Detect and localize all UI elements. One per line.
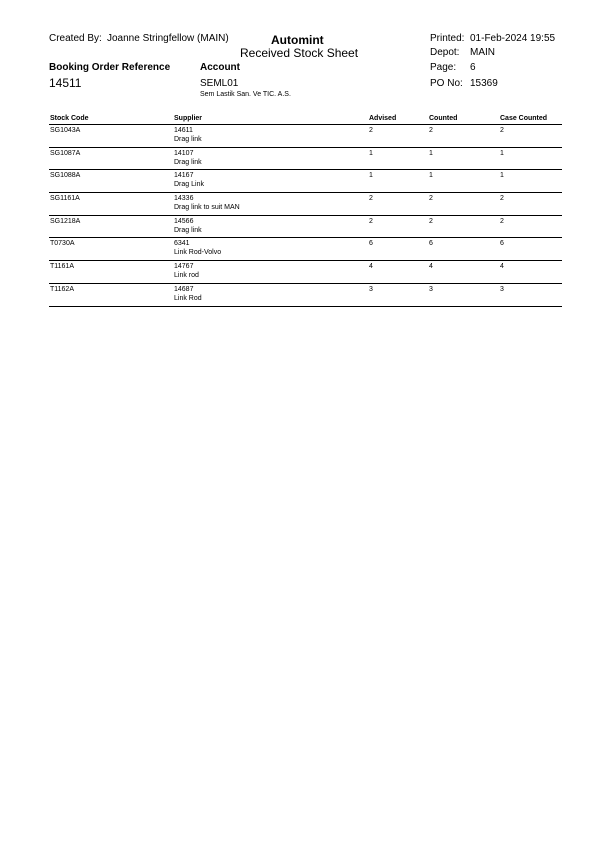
advised: 2 <box>369 127 373 134</box>
stock-code: SG1043A <box>50 127 81 134</box>
table-row <box>49 261 562 284</box>
case-counted: 3 <box>500 285 504 293</box>
description: Drag link <box>174 226 202 234</box>
advised: 2 <box>369 195 373 203</box>
printed-value: 01-Feb-2024 19:55 <box>470 33 556 44</box>
supplier: 6341 <box>174 240 190 248</box>
description: Link Rod <box>174 294 202 302</box>
supplier: 14687 <box>174 285 194 293</box>
booking-ref-value: 14511 <box>49 76 82 90</box>
case-counted: 6 <box>500 240 504 248</box>
supplier: 14767 <box>174 263 194 271</box>
advised: 1 <box>369 172 373 180</box>
advised: 3 <box>369 285 373 293</box>
table-row <box>49 148 562 171</box>
depot-label: Depot: <box>430 47 460 58</box>
po-label: PO No: <box>430 78 463 89</box>
depot-value: MAIN <box>470 47 495 58</box>
booking-ref-label: Booking Order Reference <box>49 62 171 73</box>
account-code: SEML01 <box>200 78 239 89</box>
counted: 1 <box>429 149 433 157</box>
case-counted: 4 <box>500 263 504 271</box>
counted: 2 <box>429 195 433 203</box>
table-row <box>49 284 562 307</box>
advised: 6 <box>369 240 373 248</box>
po-value: 15369 <box>470 78 498 89</box>
supplier: 14566 <box>174 217 194 225</box>
stock-code: SG1161A <box>50 195 80 203</box>
supplier: 14167 <box>174 172 194 180</box>
col-supplier: Supplier <box>174 115 203 122</box>
stock-table <box>49 113 562 307</box>
counted: 4 <box>429 263 433 271</box>
table-row <box>49 193 562 216</box>
advised: 1 <box>369 149 373 157</box>
description: Drag link <box>174 136 202 143</box>
case-counted: 2 <box>500 217 504 225</box>
stock-code: T1161A <box>50 263 74 271</box>
table-row <box>49 238 562 261</box>
advised: 4 <box>369 263 373 271</box>
stock-code: SG1087A <box>50 149 81 157</box>
account-name: Sem Lastik San. Ve TIC. A.S. <box>200 91 291 98</box>
case-counted: 1 <box>500 149 504 157</box>
counted: 3 <box>429 285 433 293</box>
col-case-counted: Case Counted <box>500 115 548 122</box>
description: Link rod <box>174 272 199 280</box>
counted: 2 <box>429 217 433 225</box>
col-counted: Counted <box>429 115 458 122</box>
counted: 2 <box>429 127 433 134</box>
page-title: Received Stock Sheet <box>240 46 359 60</box>
description: Drag link <box>174 158 202 166</box>
case-counted: 2 <box>500 127 504 134</box>
advised: 2 <box>369 217 373 225</box>
created-by-label: Created By: <box>49 33 102 44</box>
counted: 6 <box>429 240 433 248</box>
col-stock-code: Stock Code <box>50 115 89 122</box>
stock-code: T0730A <box>50 240 75 248</box>
table-row <box>49 125 562 148</box>
table-row <box>49 216 562 239</box>
created-by-value: Joanne Stringfellow (MAIN) <box>107 33 229 44</box>
case-counted: 1 <box>500 172 504 180</box>
col-advised: Advised <box>369 115 397 122</box>
account-label: Account <box>200 62 240 73</box>
table-row <box>49 170 562 193</box>
page-label: Page: <box>430 62 457 73</box>
case-counted: 2 <box>500 195 504 203</box>
page-value: 6 <box>470 62 476 73</box>
description: Drag link to suit MAN <box>174 204 240 212</box>
supplier: 14336 <box>174 195 194 203</box>
stock-code: SG1088A <box>50 172 81 180</box>
table-header <box>49 113 562 125</box>
company-name: Automint <box>271 33 324 47</box>
stock-code: T1162A <box>50 285 74 293</box>
supplier: 14107 <box>174 149 194 157</box>
counted: 1 <box>429 172 433 180</box>
stock-code: SG1218A <box>50 217 81 225</box>
description: Drag Link <box>174 181 204 189</box>
supplier: 14611 <box>174 127 193 134</box>
printed-label: Printed: <box>430 33 465 44</box>
description: Link Rod-Volvo <box>174 249 222 257</box>
